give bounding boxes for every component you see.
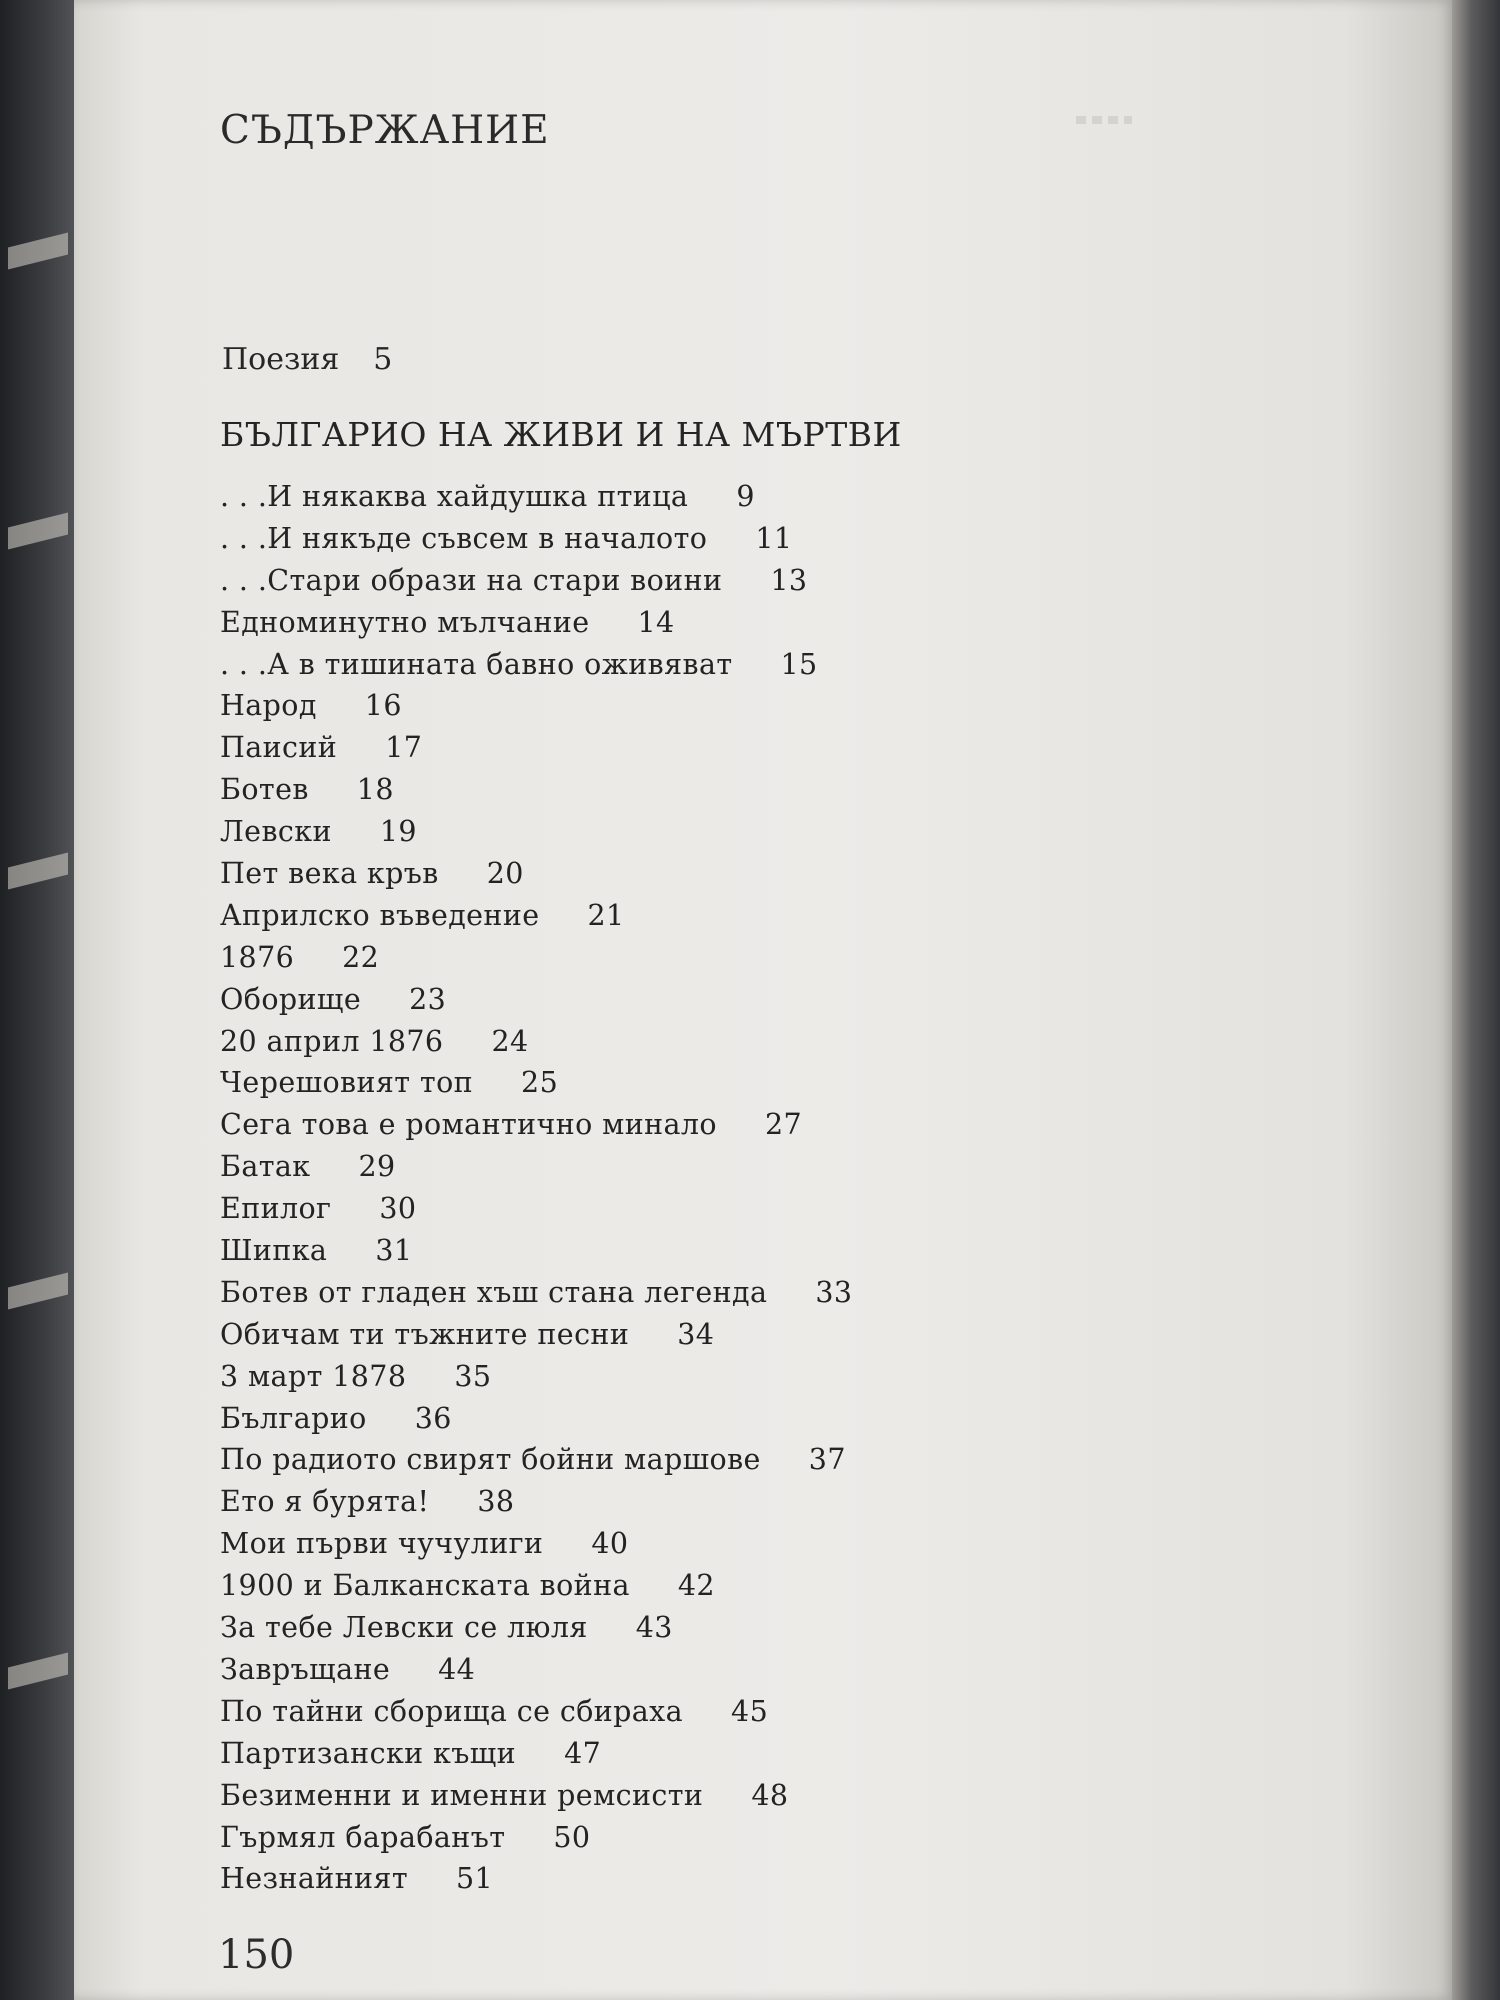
toc-entry-title: Сега това е романтично минало xyxy=(220,1108,717,1142)
toc-entry-page: 40 xyxy=(591,1527,629,1561)
toc-entry-page: 42 xyxy=(677,1569,715,1603)
toc-entry-title: . . .Стари образи на стари воини xyxy=(220,563,723,597)
toc-entry-page: 27 xyxy=(765,1108,803,1142)
toc-entry-page: 9 xyxy=(736,480,755,513)
toc-entry xyxy=(220,1439,852,1481)
page-number: 150 xyxy=(218,1932,295,1978)
toc-entry xyxy=(220,1565,852,1607)
toc-entry xyxy=(220,685,852,727)
toc-entry-title: Пет века кръв xyxy=(220,857,439,891)
toc-entry-page: 48 xyxy=(751,1778,789,1812)
toc-entry-page: 30 xyxy=(379,1192,417,1226)
toc-entry-page: 13 xyxy=(770,563,808,597)
toc-entry xyxy=(220,1314,852,1356)
toc-entry xyxy=(220,1691,852,1733)
toc-entry-title: . . .И някаква хайдушка птица xyxy=(220,480,689,513)
intro-page-number: 5 xyxy=(373,342,393,377)
toc-entry-title: . . .А в тишината бавно оживяват xyxy=(220,647,733,681)
toc-entry-page: 47 xyxy=(564,1736,602,1770)
toc-entry-title: 1876 xyxy=(220,940,295,974)
book-cover-edge-left xyxy=(0,0,80,2000)
toc-entry xyxy=(220,727,852,769)
toc-entry-title: Априлско въведение xyxy=(220,898,540,932)
cover-pattern-stripe xyxy=(8,513,68,550)
toc-entry-title: Ботев xyxy=(220,773,309,807)
toc-entry-page: 24 xyxy=(491,1024,529,1058)
toc-entry xyxy=(220,1062,852,1104)
toc-entry-title: Епилог xyxy=(220,1192,332,1226)
toc-entry xyxy=(220,1272,852,1314)
toc-entry-title: По радиото свирят бойни маршове xyxy=(220,1443,761,1477)
toc-entry xyxy=(220,476,852,518)
toc-entry-page: 17 xyxy=(385,731,423,765)
toc-entry-title: Народ xyxy=(220,689,317,723)
toc-entry-page: 35 xyxy=(454,1359,492,1393)
toc-entry xyxy=(220,979,852,1021)
page-title: СЪДЪРЖАНИЕ xyxy=(220,108,550,154)
toc-entry xyxy=(220,937,852,979)
toc-entry-title: Ботев от гладен хъш стана легенда xyxy=(220,1275,768,1309)
toc-entry xyxy=(220,1188,852,1230)
toc-entry-page: 21 xyxy=(587,898,625,932)
toc-entry-page: 18 xyxy=(356,773,394,807)
toc-entry xyxy=(220,1146,852,1188)
toc-entry xyxy=(220,1775,852,1817)
toc-entry-page: 36 xyxy=(414,1401,452,1435)
toc-entry-page: 51 xyxy=(455,1862,494,1896)
toc-entry-page: 11 xyxy=(755,521,793,555)
toc-entry xyxy=(220,1481,852,1523)
intro-entry xyxy=(222,342,392,377)
book-edge-right xyxy=(1452,0,1500,2000)
toc-entry xyxy=(220,1021,852,1063)
toc-entry-page: 23 xyxy=(409,982,447,1016)
toc-entry-page: 22 xyxy=(342,940,380,974)
toc-entry-title: 1900 и Балканската война xyxy=(220,1569,630,1603)
bleed-through-marks xyxy=(1076,116,1132,124)
intro-label: Поезия xyxy=(222,342,340,377)
toc-entry-title: Оборище xyxy=(220,982,362,1016)
toc-entry xyxy=(220,769,852,811)
toc-entry-title: Българио xyxy=(220,1401,367,1435)
toc-entry xyxy=(220,1817,852,1859)
toc-entry-page: 37 xyxy=(808,1443,846,1477)
toc-entry-title: Батак xyxy=(220,1150,311,1184)
cover-pattern-stripe xyxy=(8,1653,68,1690)
book-page xyxy=(74,0,1454,2000)
toc-entry xyxy=(220,1104,852,1146)
toc-entry-title: Мои първи чучулиги xyxy=(220,1527,544,1561)
toc-entry-page: 43 xyxy=(635,1611,673,1645)
cover-pattern-stripe xyxy=(8,1273,68,1310)
toc-entry xyxy=(220,811,852,853)
toc-entry xyxy=(220,1649,852,1691)
toc-entry xyxy=(220,1733,852,1775)
toc-entry xyxy=(220,1398,852,1440)
toc-entry-title: По тайни сборища се сбираха xyxy=(220,1694,684,1728)
toc-entry-title: Безименни и именни ремсисти xyxy=(220,1778,704,1812)
toc-entry-page: 34 xyxy=(677,1317,715,1351)
toc-entry xyxy=(220,518,852,560)
toc-entry-page: 29 xyxy=(358,1150,396,1184)
toc-entry xyxy=(220,1230,852,1272)
toc-entry-page: 33 xyxy=(815,1275,853,1309)
toc-entry-title: 3 март 1878 xyxy=(220,1359,407,1393)
toc-entry-page: 19 xyxy=(379,815,417,849)
toc-entry-title: Едноминутно мълчание xyxy=(220,605,590,639)
toc-entry xyxy=(220,1523,852,1565)
toc-entry-page: 44 xyxy=(438,1652,476,1686)
toc-entry-title: Ето я бурята! xyxy=(220,1485,430,1519)
toc-entry-title: Гърмял барабанът xyxy=(220,1820,506,1854)
toc-entry-page: 25 xyxy=(521,1066,559,1100)
toc-entry xyxy=(220,1607,852,1649)
toc-entry-title: . . .И някъде съвсем в началото xyxy=(220,521,708,555)
toc-entry-title: Незнайният xyxy=(220,1862,408,1896)
toc-entry xyxy=(220,895,852,937)
cover-pattern-stripe xyxy=(8,853,68,890)
section-heading: БЪЛГАРИО НА ЖИВИ И НА МЪРТВИ xyxy=(220,415,902,454)
toc-entry-page: 16 xyxy=(364,689,402,723)
toc-entry-page: 50 xyxy=(553,1820,591,1854)
toc-entry xyxy=(220,853,852,895)
toc-entry-page: 20 xyxy=(486,857,524,891)
toc-entry-title: Партизански къщи xyxy=(220,1736,517,1770)
toc-entry-title: Паисий xyxy=(220,731,338,765)
table-of-contents xyxy=(220,476,852,1900)
toc-entry xyxy=(220,1858,852,1900)
toc-entry xyxy=(220,560,852,602)
toc-entry-title: Обичам ти тъжните песни xyxy=(220,1317,630,1351)
toc-entry-page: 31 xyxy=(375,1234,413,1268)
toc-entry-title: Черешовият топ xyxy=(220,1066,474,1100)
toc-entry xyxy=(220,602,852,644)
toc-entry-page: 38 xyxy=(477,1485,515,1519)
toc-entry-title: Левски xyxy=(220,815,332,849)
toc-entry-page: 14 xyxy=(637,605,675,639)
toc-entry-page: 45 xyxy=(731,1694,769,1728)
toc-entry-title: Завръщане xyxy=(220,1652,391,1686)
toc-entry-title: За тебе Левски се люля xyxy=(220,1611,588,1645)
toc-entry-title: Шипка xyxy=(220,1234,328,1268)
toc-entry xyxy=(220,1356,852,1398)
toc-entry xyxy=(220,644,852,686)
toc-entry-title: 20 април 1876 xyxy=(220,1024,444,1058)
cover-pattern-stripe xyxy=(8,233,68,270)
toc-entry-page: 15 xyxy=(780,647,818,681)
